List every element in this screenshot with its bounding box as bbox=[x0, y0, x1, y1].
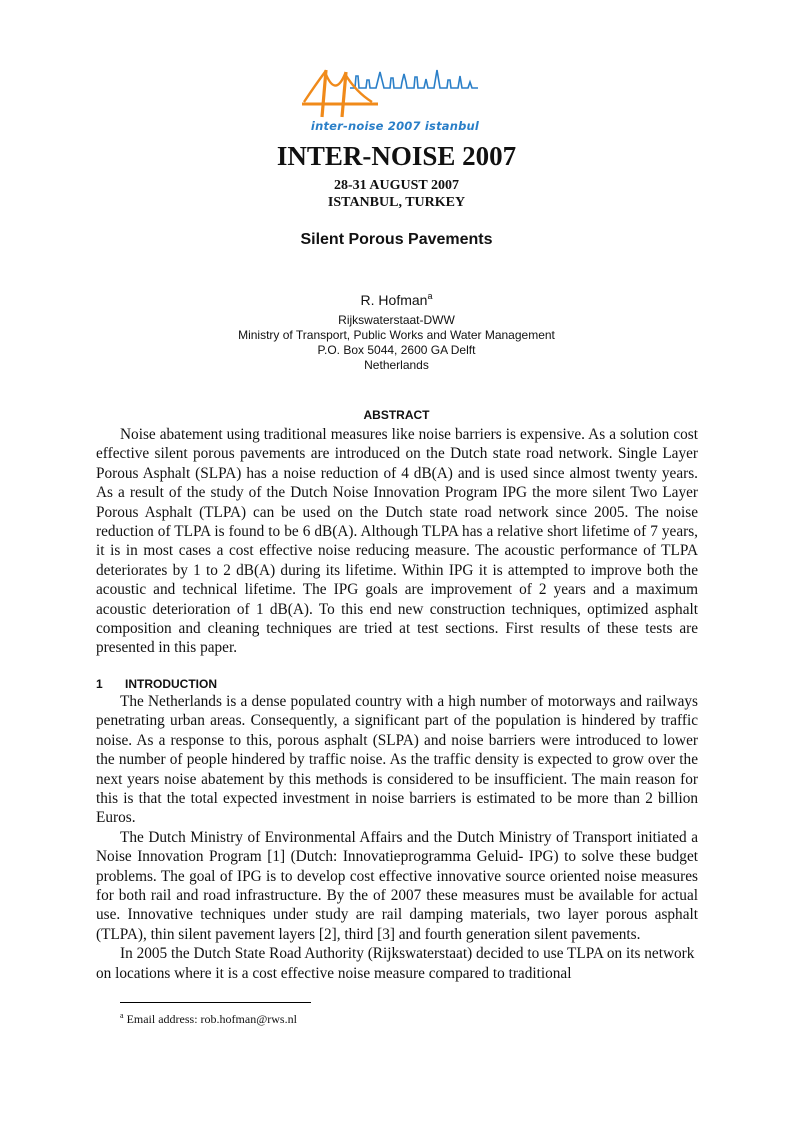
body-paragraph: The Netherlands is a dense populated country with a high number of motorways and railways penetrating urban areas. Consequently, a significant part of the population is hindered by traffic noise. As a response to this, porous asphalt (SLPA) and noise barriers were introduced to lower the number of people hindered by traffic noise. As the traffic density is expected to grow over the next years noise abatement by this methods is considered to be insufficient. The main reason for this is that the total expected investment in noise barriers is estimated to be more than 2 billion Euros. bbox=[96, 693, 698, 827]
introduction-body bbox=[96, 692, 698, 983]
bridge-skyline-logo-icon bbox=[300, 62, 490, 120]
conference-logo bbox=[300, 62, 490, 137]
abstract-heading: ABSTRACT bbox=[363, 408, 430, 422]
section-number: 1 bbox=[96, 677, 103, 691]
author-name: R. Hofman bbox=[360, 292, 428, 308]
affiliation-line: Rijkswaterstaat-DWW bbox=[338, 313, 455, 327]
conference-dates: 28-31 AUGUST 2007 bbox=[334, 178, 459, 193]
affiliation-line: P.O. Box 5044, 2600 GA Delft bbox=[317, 343, 476, 357]
section-heading-introduction bbox=[96, 677, 217, 691]
paper-title: Silent Porous Pavements bbox=[300, 231, 493, 248]
footnote bbox=[120, 1011, 297, 1027]
affiliation-line: Ministry of Transport, Public Works and Water Management bbox=[238, 328, 555, 342]
footnote-divider bbox=[120, 1002, 311, 1003]
footnote-text: Email address: rob.hofman@rws.nl bbox=[126, 1012, 297, 1026]
abstract-body bbox=[96, 425, 698, 658]
affiliation-line: Netherlands bbox=[364, 358, 429, 372]
abstract-paragraph: Noise abatement using traditional measures like noise barriers is expensive. As a solution cost effective silent porous pavements are introduced on the Dutch state road network. Single Layer Porous Asphalt (SLPA) has a noise reduction of 4 dB(A) and is used since almost twenty years. As a result of the study of the Dutch Noise Innovation Program IPG the more silent Two Layer Porous Asphalt (TLPA) can be used on the Dutch state road network since 2005. The noise reduction of TLPA is found to be 6 dB(A). Although TLPA has a relative short lifetime of 7 years, it is in most cases a cost effective noise reducing measure. The acoustic performance of TLPA deteriorates by 1 to 2 dB(A) during its lifetime. Within IPG it is attempted to improve both the acoustic and technical lifetime. The IPG goals are improvement of 2 years and a maximum acoustic deterioration of 1 dB(A). To this end new construction techniques, optimized asphalt composition and cleaning techniques are tried at test sections. First results of these tests are presented in this paper. bbox=[96, 426, 698, 657]
body-paragraph: The Dutch Ministry of Environmental Affairs and the Dutch Ministry of Transport initiated a Noise Innovation Program [1] (Dutch: Innovatieprogramma Geluid- IPG) to solve these budget problems. The goal of IPG is to develop cost effective innovative source oriented noise measures for both rail and road infrastructure. By the of 2007 these measures must be available for actual use. Innovative techniques under study are rail damping materials, two layer porous asphalt (TLPA), thin silent pavement layers [2], third [3] and fourth generation silent pavements. bbox=[96, 828, 698, 943]
conference-title: INTER-NOISE 2007 bbox=[276, 141, 517, 171]
logo-caption: inter-noise 2007 istanbul bbox=[310, 119, 480, 133]
conference-location: ISTANBUL, TURKEY bbox=[327, 195, 466, 210]
author-line bbox=[0, 291, 793, 308]
footnote-marker: a bbox=[120, 1011, 124, 1020]
section-title: INTRODUCTION bbox=[125, 677, 217, 691]
body-paragraph: In 2005 the Dutch State Road Authority (Rijkswaterstaat) decided to use TLPA on its network on locations where it is a cost effective noise measure compared to traditional bbox=[96, 945, 695, 982]
author-footnote-marker: a bbox=[427, 291, 433, 301]
